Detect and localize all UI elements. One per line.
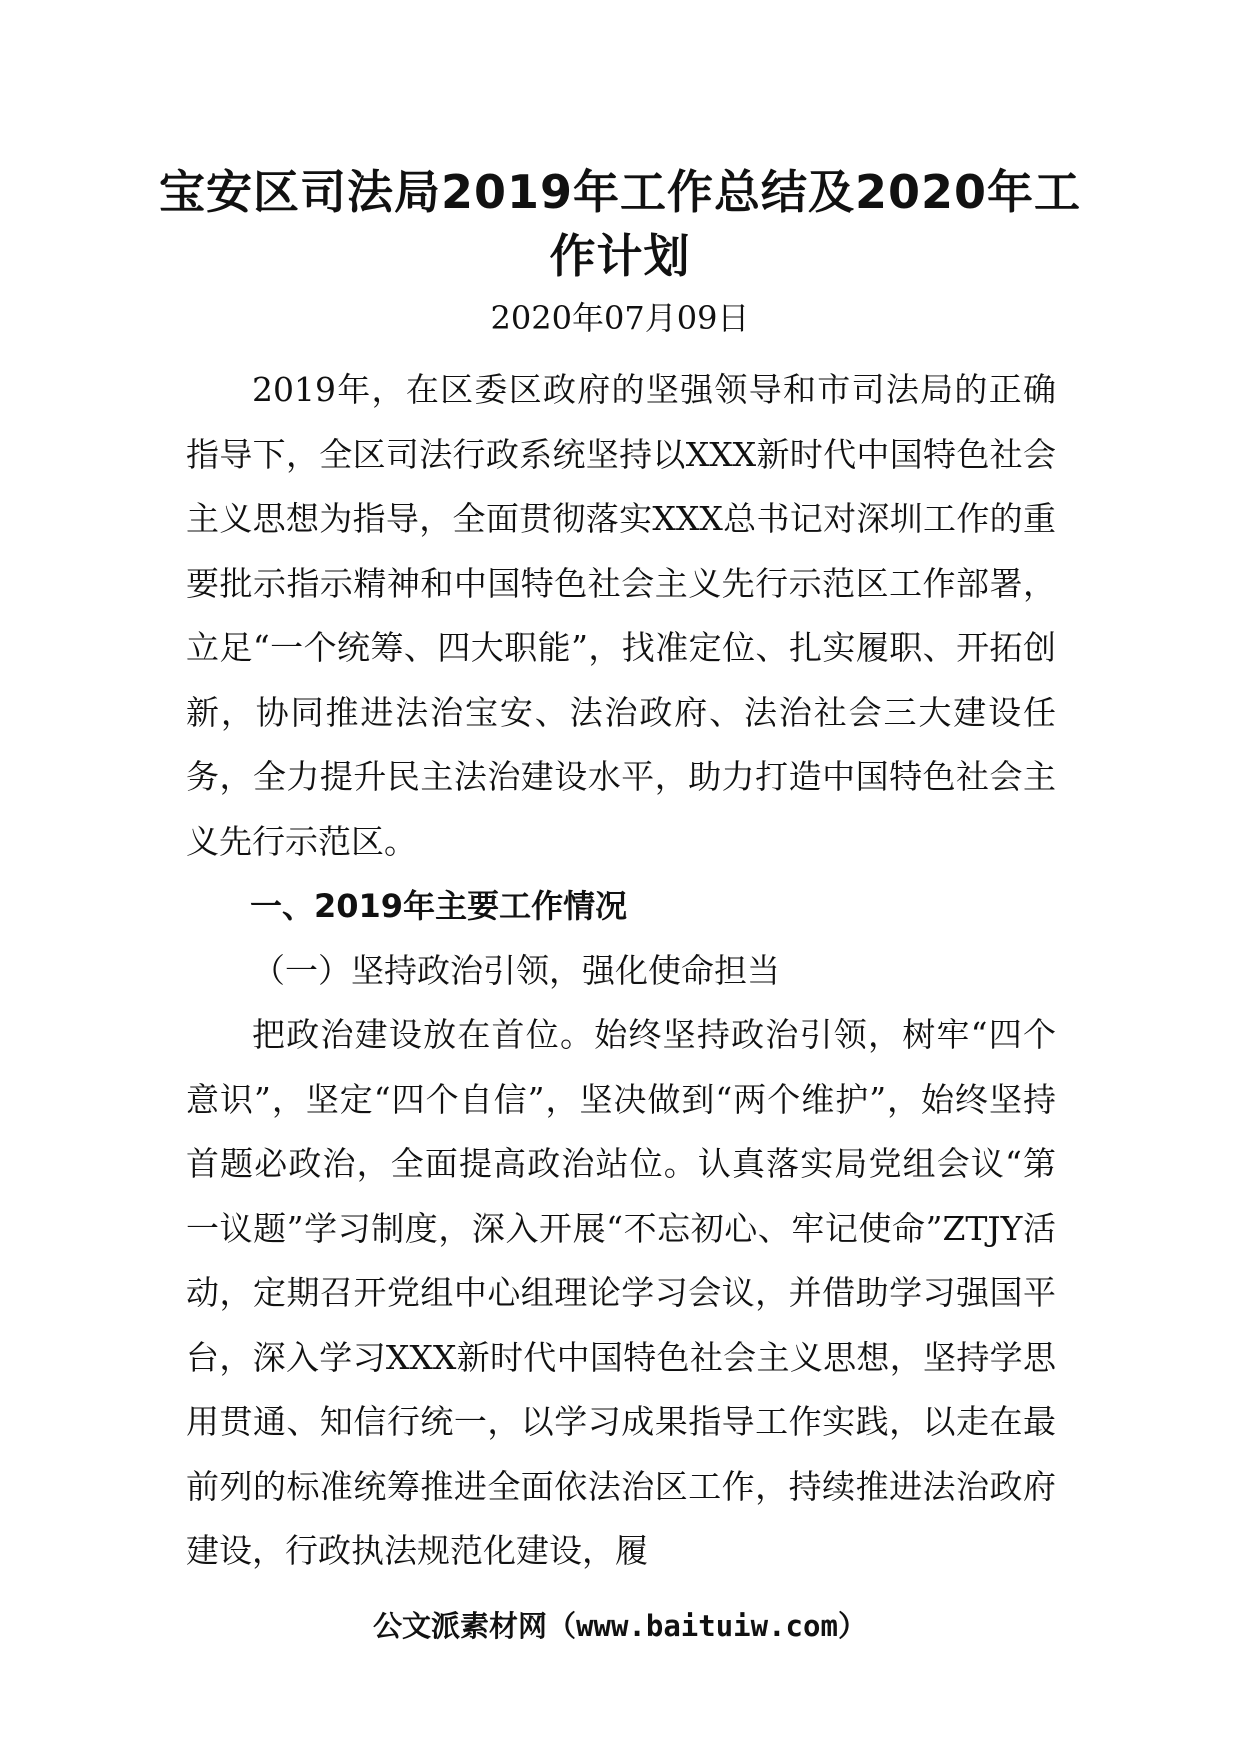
body-paragraph: 把政治建设放在首位。始终坚持政治引领，树牢“四个意识”，坚定“四个自信”，坚决做到“两个维护”，始终坚持首题必政治，全面提高政治站位。认真落实局党组会议“第一议题”学习制度，深入开展“不忘初心、牢记使命”ZTJY活动，定期召开党组中心组理论学习会议，并借助学习强国平台，深入学习XXX新时代中国特色社会主义思想，坚持学思用贯通、知信行统一，以学习成果指导工作实践，以走在最前列的标准统筹推进全面依法治区工作，持续推进法治政府建设，行政执法规范化建设，履 [186,1015,1056,1570]
footer-close-paren: ） [837,1609,867,1643]
section-heading: 一、2019年主要工作情况 [250,887,628,925]
footer-watermark [150,1606,1090,1646]
intro-paragraph: 2019年，在区委区政府的坚强领导和市司法局的正确指导下，全区司法行政系统坚持以XXX新时代中国特色社会主义思想为指导，全面贯彻落实XXX总书记对深圳工作的重要批示指示精神和中国特色社会主义先行示范区工作部署，立足“一个统筹、四大职能”，找准定位、扎实履职、开拓创新，协同推进法治宝安、法治政府、法治社会三大建设任务，全力提升民主法治建设水平，助力打造中国特色社会主义先行示范区。 [186,370,1056,861]
document-date: 2020年07月09日 [490,299,750,337]
footer-url: www.baituiw.com [576,1609,838,1643]
footer-site-name: 公文派素材网 [373,1609,548,1643]
footer-open-paren: （ [547,1609,577,1643]
document-title: 宝安区司法局2019年工作总结及2020年工作计划 [158,165,1082,283]
document-body [186,358,1056,1584]
subsection-heading: （一）坚持政治引领，强化使命担当 [252,950,780,990]
